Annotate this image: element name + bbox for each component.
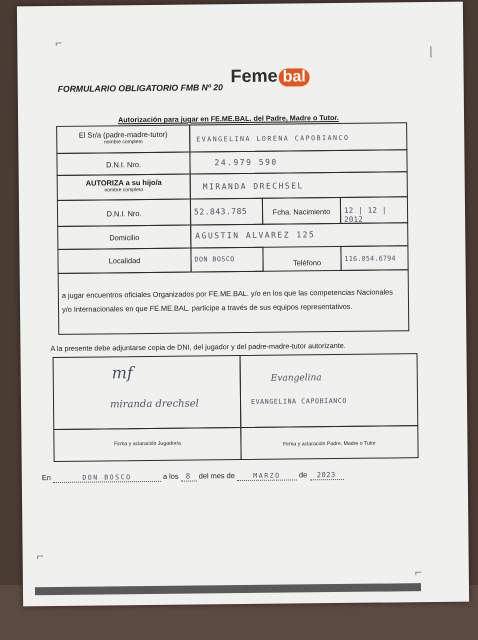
parent-signature-caption: Firma y aclaración Padre, Madre o Tutor <box>283 440 376 448</box>
phone-cell <box>340 245 408 271</box>
form-sheet <box>17 2 469 607</box>
address-value: AGUSTIN ALVAREZ 125 <box>195 230 316 241</box>
child-name-cell <box>190 171 408 199</box>
footer-en: En <box>41 473 51 483</box>
phone-label-cell <box>262 246 341 272</box>
parent-name-value: EVANGELINA LORENA CAPOBIANCO <box>196 133 350 144</box>
dni2-label-cell <box>57 199 191 227</box>
child-label: AUTORIZA a su hijo/a <box>85 177 162 188</box>
child-label-cell <box>57 174 191 201</box>
footer-month: MARZO <box>237 471 297 481</box>
footer-a-los: a los <box>162 471 179 481</box>
dni-label: D.N.I. Nro. <box>106 160 142 170</box>
dni-label-cell <box>56 152 190 176</box>
form-heading: Autorización para jugar en FE.ME.BAL. del Padre, Madre o Tutor. <box>118 112 339 125</box>
footer-del-mes: del mes de <box>198 471 235 481</box>
player-caption-cell <box>53 427 241 462</box>
parent-label-cell <box>56 125 190 154</box>
footer-day: 8 <box>181 471 197 481</box>
form-title: FORMULARIO OBLIGATORIO FMB Nº 20 <box>57 82 223 94</box>
child-dni-value: 52.843.785 <box>193 206 248 217</box>
locality-value: DON BOSCO <box>194 255 235 264</box>
child-name-value: MIRANDA DRECHSEL <box>202 181 304 192</box>
phone-label: Teléfono <box>293 258 322 268</box>
corner-mark: ⌐ <box>414 565 422 580</box>
corner-mark: | <box>429 44 433 59</box>
date-place-line <box>42 470 344 483</box>
child-sublabel: nombre completo <box>104 187 144 194</box>
locality-cell <box>190 247 263 273</box>
address-label: Domicilio <box>109 233 140 243</box>
footer-place: DON BOSCO <box>53 473 161 483</box>
locality-label-cell <box>57 248 191 274</box>
dni2-label: D.N.I. Nro. <box>106 209 142 219</box>
footer-year: 2023 <box>309 471 343 480</box>
phone-value: 116.054.6794 <box>344 254 396 263</box>
corner-mark: ⌐ <box>55 35 63 50</box>
player-signature-mark: mf <box>111 363 133 383</box>
player-signature-name: miranda drechsel <box>109 398 199 411</box>
femebal-logo: Feme bal <box>231 65 310 87</box>
bottom-gray-bar <box>35 583 421 595</box>
parent-sublabel: nombre completo <box>103 139 143 146</box>
parent-signature-box <box>240 353 419 428</box>
parent-caption-cell <box>240 425 418 460</box>
player-signature-caption: Firma y aclaración Jugador/a <box>113 440 181 448</box>
birth-label-cell <box>262 197 341 225</box>
address-label-cell <box>57 225 191 250</box>
birth-label: Fcha. Nacimiento <box>272 207 331 217</box>
birth-date-cell <box>340 196 408 224</box>
locality-label: Localidad <box>108 256 141 266</box>
parent-signature-mark: Evangelina <box>270 373 322 384</box>
address-cell <box>190 222 408 248</box>
parent-name-cell <box>189 122 407 152</box>
authorization-text: a jugar encuentros oficiales Organizados por FE.ME.BAL. y/o en los que las competencias Nacionales y/o Internacionales en que FE.ME.BAL. participe a través de sus equipos representativos. <box>61 287 393 314</box>
parent-label: El Sr/a (padre-madre-tutor) <box>78 129 168 140</box>
parent-signature-name: EVANGELINA CAPOBIANCO <box>250 396 348 406</box>
player-signature-box <box>53 355 242 430</box>
footer-de: de <box>298 470 308 480</box>
child-dni-cell <box>190 198 263 226</box>
parent-dni-value: 24.979 590 <box>214 157 278 168</box>
corner-mark: ⌐ <box>36 549 44 564</box>
birth-date-value: 12 | 12 | 2012 <box>343 205 387 224</box>
attachment-note: A la presente debe adjuntarse copia de DNI, del jugador y del padre-madre-tutor autorizante. <box>50 340 346 354</box>
